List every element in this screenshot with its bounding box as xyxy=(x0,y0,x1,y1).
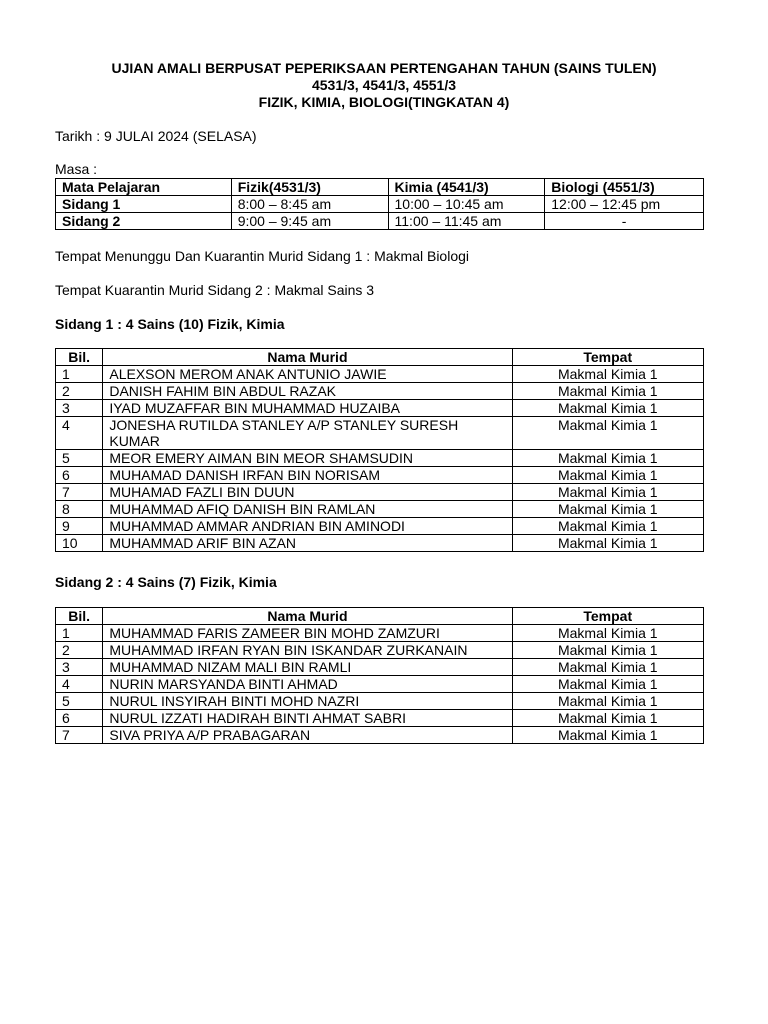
masa-cell: 12:00 – 12:45 pm xyxy=(545,196,704,213)
student-place-cell: Makmal Kimia 1 xyxy=(512,383,703,400)
student-place-cell: Makmal Kimia 1 xyxy=(512,417,703,450)
table-row xyxy=(56,400,704,417)
header-title-line2: 4531/3, 4541/3, 4551/3 xyxy=(311,77,457,93)
student-name-cell: MEOR EMERY AIMAN BIN MEOR SHAMSUDIN xyxy=(103,450,512,467)
masa-cell: - xyxy=(545,213,704,230)
sidang2-student-table xyxy=(55,607,704,744)
table-row xyxy=(56,642,704,659)
student-number-cell: 6 xyxy=(56,467,103,484)
student-number-cell: 3 xyxy=(56,659,103,676)
document-header xyxy=(0,60,768,111)
student-name-cell: SIVA PRIYA A/P PRABAGARAN xyxy=(103,727,512,744)
student-place-cell: Makmal Kimia 1 xyxy=(512,676,703,693)
student-place-cell: Makmal Kimia 1 xyxy=(512,659,703,676)
student-name-cell: NURIN MARSYANDA BINTI AHMAD xyxy=(103,676,512,693)
student-number-cell: 1 xyxy=(56,625,103,642)
sidang1-student-table xyxy=(55,348,704,552)
student-name-cell: JONESHA RUTILDA STANLEY A/P STANLEY SURESH KUMAR xyxy=(103,417,512,450)
tempat-menunggu-text: Tempat Menunggu Dan Kuarantin Murid Sidang 1 : Makmal Biologi xyxy=(55,248,470,264)
table-row xyxy=(56,417,704,450)
student-name-cell: MUHAMMAD AMMAR ANDRIAN BIN AMINODI xyxy=(103,518,512,535)
masa-header-cell: Kimia (4541/3) xyxy=(388,179,545,196)
student-number-cell: 8 xyxy=(56,501,103,518)
column-header-tempat: Tempat xyxy=(512,608,703,625)
masa-table-header-row xyxy=(56,179,704,196)
table-header-row xyxy=(56,608,704,625)
student-number-cell: 7 xyxy=(56,727,103,744)
student-place-cell: Makmal Kimia 1 xyxy=(512,450,703,467)
masa-cell: 9:00 – 9:45 am xyxy=(231,213,388,230)
masa-cell: Sidang 2 xyxy=(56,213,232,230)
student-name-cell: MUHAMMAD FARIS ZAMEER BIN MOHD ZAMZURI xyxy=(103,625,512,642)
column-header-tempat: Tempat xyxy=(512,349,703,366)
sidang2-title: Sidang 2 : 4 Sains (7) Fizik, Kimia xyxy=(55,574,277,590)
masa-label: Masa : xyxy=(55,161,98,177)
student-number-cell: 9 xyxy=(56,518,103,535)
masa-table xyxy=(55,178,704,230)
table-row xyxy=(56,501,704,518)
table-row xyxy=(56,659,704,676)
table-row xyxy=(56,366,704,383)
table-header-row xyxy=(56,349,704,366)
table-row xyxy=(56,535,704,552)
student-name-cell: IYAD MUZAFFAR BIN MUHAMMAD HUZAIBA xyxy=(103,400,512,417)
student-number-cell: 4 xyxy=(56,676,103,693)
masa-header-cell: Mata Pelajaran xyxy=(56,179,232,196)
masa-cell: 10:00 – 10:45 am xyxy=(388,196,545,213)
student-place-cell: Makmal Kimia 1 xyxy=(512,710,703,727)
student-name-cell: NURUL INSYIRAH BINTI MOHD NAZRI xyxy=(103,693,512,710)
table-row xyxy=(56,676,704,693)
student-place-cell: Makmal Kimia 1 xyxy=(512,727,703,744)
table-row xyxy=(56,450,704,467)
student-number-cell: 1 xyxy=(56,366,103,383)
student-number-cell: 4 xyxy=(56,417,103,450)
student-number-cell: 6 xyxy=(56,710,103,727)
student-name-cell: NURUL IZZATI HADIRAH BINTI AHMAT SABRI xyxy=(103,710,512,727)
table-row xyxy=(56,727,704,744)
tarikh-text: Tarikh : 9 JULAI 2024 (SELASA) xyxy=(55,128,257,144)
table-row xyxy=(56,625,704,642)
student-number-cell: 2 xyxy=(56,383,103,400)
student-name-cell: MUHAMMAD AFIQ DANISH BIN RAMLAN xyxy=(103,501,512,518)
student-place-cell: Makmal Kimia 1 xyxy=(512,693,703,710)
student-place-cell: Makmal Kimia 1 xyxy=(512,642,703,659)
student-name-cell: MUHAMMAD ARIF BIN AZAN xyxy=(103,535,512,552)
header-title-line3: FIZIK, KIMIA, BIOLOGI(TINGKATAN 4) xyxy=(258,94,510,110)
student-place-cell: Makmal Kimia 1 xyxy=(512,484,703,501)
student-place-cell: Makmal Kimia 1 xyxy=(512,366,703,383)
column-header-bil: Bil. xyxy=(56,608,103,625)
table-row xyxy=(56,710,704,727)
masa-cell: 8:00 – 8:45 am xyxy=(231,196,388,213)
masa-cell: Sidang 1 xyxy=(56,196,232,213)
table-row xyxy=(56,383,704,400)
column-header-nama: Nama Murid xyxy=(103,349,512,366)
student-name-cell: DANISH FAHIM BIN ABDUL RAZAK xyxy=(103,383,512,400)
column-header-nama: Nama Murid xyxy=(103,608,512,625)
student-name-cell: MUHAMAD FAZLI BIN DUUN xyxy=(103,484,512,501)
table-row xyxy=(56,484,704,501)
table-row xyxy=(56,693,704,710)
column-header-bil: Bil. xyxy=(56,349,103,366)
student-name-cell: MUHAMMAD NIZAM MALI BIN RAMLI xyxy=(103,659,512,676)
header-title-line1: UJIAN AMALI BERPUSAT PEPERIKSAAN PERTENGAHAN TAHUN (SAINS TULEN) xyxy=(111,60,657,76)
student-number-cell: 7 xyxy=(56,484,103,501)
masa-table-row xyxy=(56,196,704,213)
student-name-cell: MUHAMMAD IRFAN RYAN BIN ISKANDAR ZURKANAIN xyxy=(103,642,512,659)
masa-cell: 11:00 – 11:45 am xyxy=(388,213,545,230)
student-place-cell: Makmal Kimia 1 xyxy=(512,535,703,552)
student-place-cell: Makmal Kimia 1 xyxy=(512,400,703,417)
student-number-cell: 2 xyxy=(56,642,103,659)
student-place-cell: Makmal Kimia 1 xyxy=(512,518,703,535)
table-row xyxy=(56,467,704,484)
tempat-kuarantin-text: Tempat Kuarantin Murid Sidang 2 : Makmal Sains 3 xyxy=(55,282,375,298)
sidang1-title: Sidang 1 : 4 Sains (10) Fizik, Kimia xyxy=(55,316,285,332)
student-name-cell: MUHAMAD DANISH IRFAN BIN NORISAM xyxy=(103,467,512,484)
student-place-cell: Makmal Kimia 1 xyxy=(512,625,703,642)
student-number-cell: 5 xyxy=(56,693,103,710)
student-number-cell: 5 xyxy=(56,450,103,467)
student-place-cell: Makmal Kimia 1 xyxy=(512,467,703,484)
student-place-cell: Makmal Kimia 1 xyxy=(512,501,703,518)
masa-header-cell: Fizik(4531/3) xyxy=(231,179,388,196)
table-row xyxy=(56,518,704,535)
masa-header-cell: Biologi (4551/3) xyxy=(545,179,704,196)
student-name-cell: ALEXSON MEROM ANAK ANTUNIO JAWIE xyxy=(103,366,512,383)
masa-table-row xyxy=(56,213,704,230)
student-number-cell: 10 xyxy=(56,535,103,552)
student-number-cell: 3 xyxy=(56,400,103,417)
